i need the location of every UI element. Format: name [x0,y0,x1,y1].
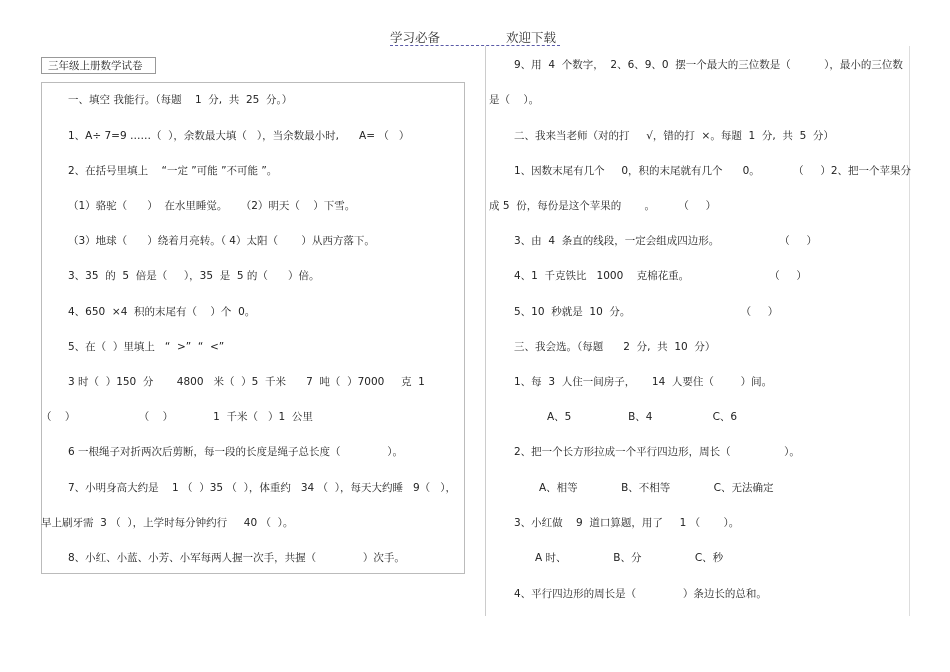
question-line: 3、由 4 条直的线段，一定会组成四边形。 （ ） [514,235,817,247]
question-line: 1、因数末尾有几个 0，积的末尾就有几个 0。 （ ）2、把一个苹果分 [514,165,911,177]
left-column-frame [41,82,465,574]
question-line: 9、用 4 个数字， 2、6、9、0 摆一个最大的三位数是（ ），最小的三位数 [514,59,903,71]
question-line: 5、在（ ）里填上 “ >” “ <” [68,341,225,353]
question-line: 4、1 千克铁比 1000 克棉花重。 （ ） [514,270,807,282]
section-1-heading: 一、填空 我能行。（每题 1 分, 共 25 分。） [68,94,293,106]
question-line: 8、小红、小蓝、小芳、小军每两人握一次手，共握（ ）次手。 [68,552,405,564]
question-line: 3、小红做 9 道口算题，用了 1 （ ）。 [514,517,740,529]
question-line: 4、650 ×4 积的末尾有（ ）个 0。 [68,306,256,318]
question-line: （ ） （ ） 1 千米（ ）1 公里 [41,411,313,423]
question-line: 是（ ）。 [489,94,540,106]
question-line: 2、把一个长方形拉成一个平行四边形，周长（ ）。 [514,446,800,458]
exam-title: 三年级上册数学试卷 [41,57,156,74]
section-3-heading: 三、我会选。（每题 2 分, 共 10 分） [514,341,716,353]
column-divider [485,46,486,616]
question-line: 成 5 份，每份是这个苹果的 。 （ ） [489,200,717,212]
question-line: 4、平行四边形的周长是（ ）条边长的总和。 [514,588,767,600]
question-line: 2、在括号里填上 “一定 ”可能 ”不可能 ”。 [68,165,278,177]
header-right-text: 欢迎下载 [506,30,557,45]
question-line: 1、A÷ 7=9 ……（ ），余数最大填（ ），当余数最小时, A= （ ） [68,130,410,142]
question-line: 6 一根绳子对折两次后剪断，每一段的长度是绳子总长度（ ）。 [68,446,403,458]
question-line: 早上刷牙需 3 （ ），上学时每分钟约行 40 （ ）。 [41,517,294,529]
answer-options: A、5 B、4 C、6 [547,411,738,423]
right-edge-rule [909,46,910,616]
question-line: 3 时（ ）150 分 4800 米（ ）5 千米 7 吨（ ）7000 克 1 [68,376,425,388]
question-line: 7、小明身高大约是 1 （ ）35 （ ），体重约 34 （ ），每天大约睡 9（ ）， [68,482,456,494]
question-line: 5、10 秒就是 10 分。 （ ） [514,306,779,318]
question-line: 3、35 的 5 倍是（ ），35 是 5 的（ ）倍。 [68,270,320,282]
answer-options: A 时、 B、分 C、秒 [535,552,724,564]
question-line: （3）地球（ ）绕着月亮转。（ 4）太阳（ ）从西方落下。 [68,235,375,247]
header-divider [390,45,560,46]
section-2-heading: 二、我来当老师（对的打 √，错的打 ×。每题 1 分, 共 5 分） [514,130,834,142]
question-line: （1）骆驼（ ） 在水里睡觉。 （2）明天（ ）下雪。 [68,200,356,212]
header-left-text: 学习必备 [390,30,441,45]
question-line: 1、每 3 人住一间房子， 14 人要住（ ）间。 [514,376,773,388]
answer-options: A、相等 B、不相等 C、无法确定 [539,482,774,494]
